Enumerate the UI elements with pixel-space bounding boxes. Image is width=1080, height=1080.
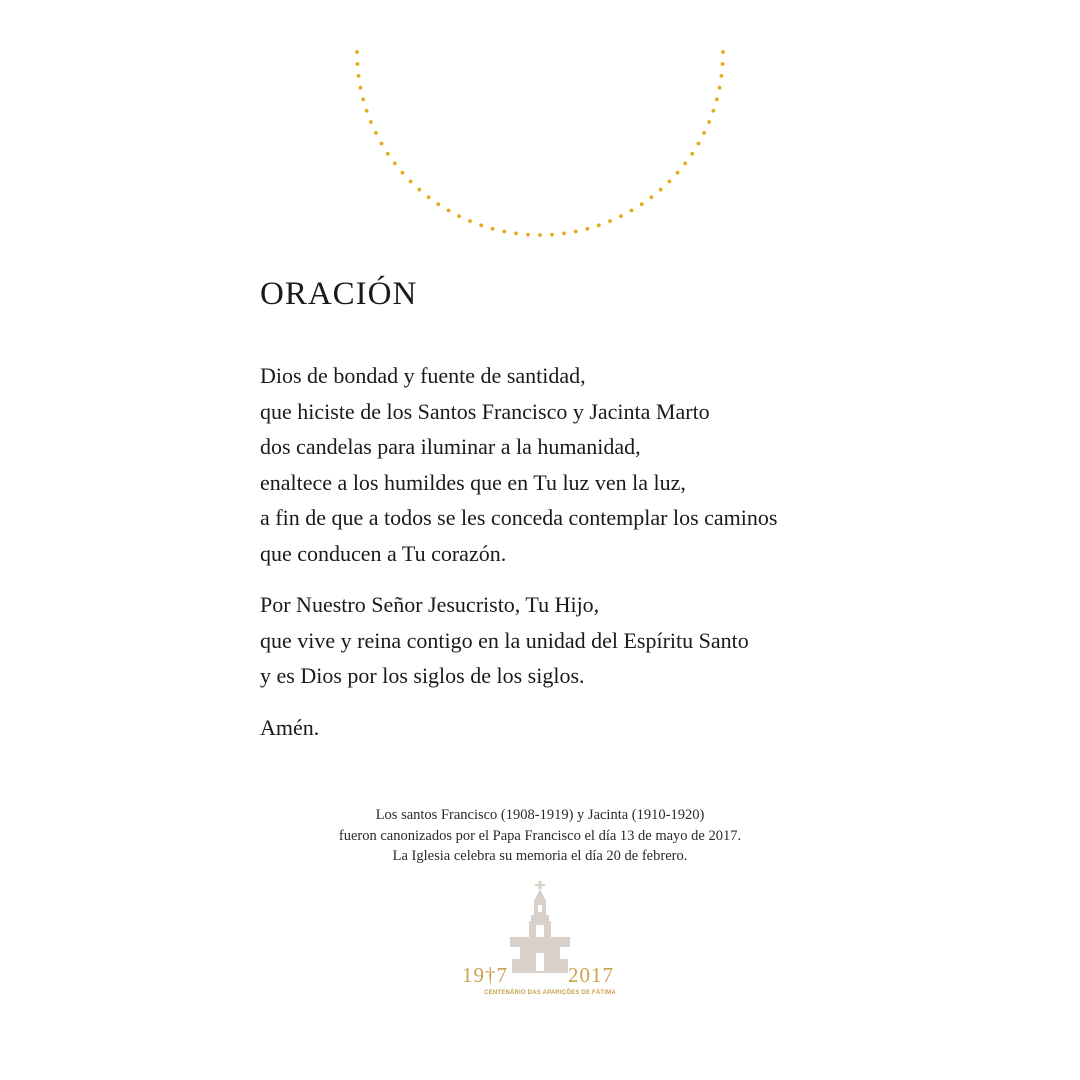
- arc-dot: [630, 209, 634, 213]
- arc-dot: [369, 120, 373, 124]
- arc-dot: [707, 120, 711, 124]
- arc-dot: [659, 188, 663, 192]
- arc-dot: [447, 209, 451, 213]
- prayer-line: que vive y reina contigo en la unidad del Espíritu Santo: [260, 627, 749, 653]
- arc-dot: [683, 162, 687, 166]
- prayer-line: Dios de bondad y fuente de santidad,: [260, 363, 586, 388]
- arc-dot: [721, 62, 725, 66]
- prayer-stanza-1: [260, 358, 900, 571]
- arc-dot: [718, 86, 722, 90]
- dotted-arc-decoration: [0, 0, 1080, 260]
- arc-dot: [697, 142, 701, 146]
- prayer-text: [260, 358, 900, 761]
- arc-dot: [650, 195, 654, 199]
- arc-dot: [586, 227, 590, 231]
- arc-dot: [640, 202, 644, 206]
- page-title: ORACIÓN: [260, 276, 418, 312]
- arc-dot: [550, 233, 554, 237]
- prayer-line: Por Nuestro Señor Jesucristo, Tu Hijo,: [260, 592, 600, 617]
- arc-dot: [690, 152, 694, 156]
- prayer-line: que hiciste de los Santos Francisco y Jacinta Marto: [260, 398, 710, 424]
- canonization-note: [240, 805, 840, 867]
- arc-dot: [386, 152, 390, 156]
- prayer-line: a fin de que a todos se les conceda contemplar los caminos: [260, 505, 778, 530]
- arc-dot: [676, 171, 680, 175]
- arc-dot: [357, 74, 361, 78]
- arc-dot: [356, 62, 360, 66]
- arc-dot: [562, 232, 566, 236]
- arc-dot: [380, 142, 384, 146]
- prayer-amen: [260, 710, 900, 746]
- logo-year-left: 19†7: [462, 963, 508, 987]
- arc-dot: [359, 86, 363, 90]
- arc-dot: [538, 233, 542, 237]
- arc-dot: [355, 50, 359, 54]
- arc-dot: [619, 214, 623, 218]
- arc-dot: [574, 230, 578, 234]
- arc-dot: [668, 180, 672, 184]
- arc-dot: [468, 219, 472, 223]
- prayer-line: dos candelas para iluminar a la humanidad,: [260, 434, 641, 459]
- logo-year-right: 2017: [568, 963, 614, 987]
- arc-dot: [608, 219, 612, 223]
- centenary-logo: [440, 875, 640, 1005]
- arc-dot: [502, 230, 506, 234]
- arc-dot: [514, 232, 518, 236]
- prayer-stanza-2: [260, 587, 900, 694]
- arc-dot: [361, 98, 365, 102]
- arc-dot: [711, 109, 715, 113]
- arc-dot: [457, 214, 461, 218]
- prayer-line: que conducen a Tu corazón.: [260, 540, 507, 566]
- arc-dot: [597, 223, 601, 227]
- arc-dot: [720, 74, 724, 78]
- arc-dot: [702, 131, 706, 135]
- arc-dot: [721, 50, 725, 54]
- logo-caption: CENTENÁRIO DAS APARIÇÕES DE FÁTIMA: [484, 990, 616, 996]
- prayer-line: enaltece a los humildes que en Tu luz ven la luz,: [260, 469, 686, 495]
- arc-dot: [417, 188, 421, 192]
- arc-dot: [365, 109, 369, 113]
- arc-dot: [374, 131, 378, 135]
- arc-dot: [401, 171, 405, 175]
- arc-dot: [715, 98, 719, 102]
- prayer-line: Amén.: [260, 714, 320, 740]
- arc-dot: [427, 195, 431, 199]
- arc-dot: [526, 233, 530, 237]
- arc-dot: [479, 223, 483, 227]
- note-line: fueron canonizados por el Papa Francisco el día 13 de mayo de 2017.: [338, 827, 742, 844]
- prayer-line: y es Dios por los siglos de los siglos.: [260, 663, 585, 688]
- note-line: La Iglesia celebra su memoria el día 20 de febrero.: [392, 848, 688, 864]
- arc-dot: [393, 162, 397, 166]
- arc-dot: [436, 202, 440, 206]
- note-line: Los santos Francisco (1908-1919) y Jacinta (1910-1920): [375, 807, 705, 823]
- arc-dot: [409, 180, 413, 184]
- arc-dot: [491, 227, 495, 231]
